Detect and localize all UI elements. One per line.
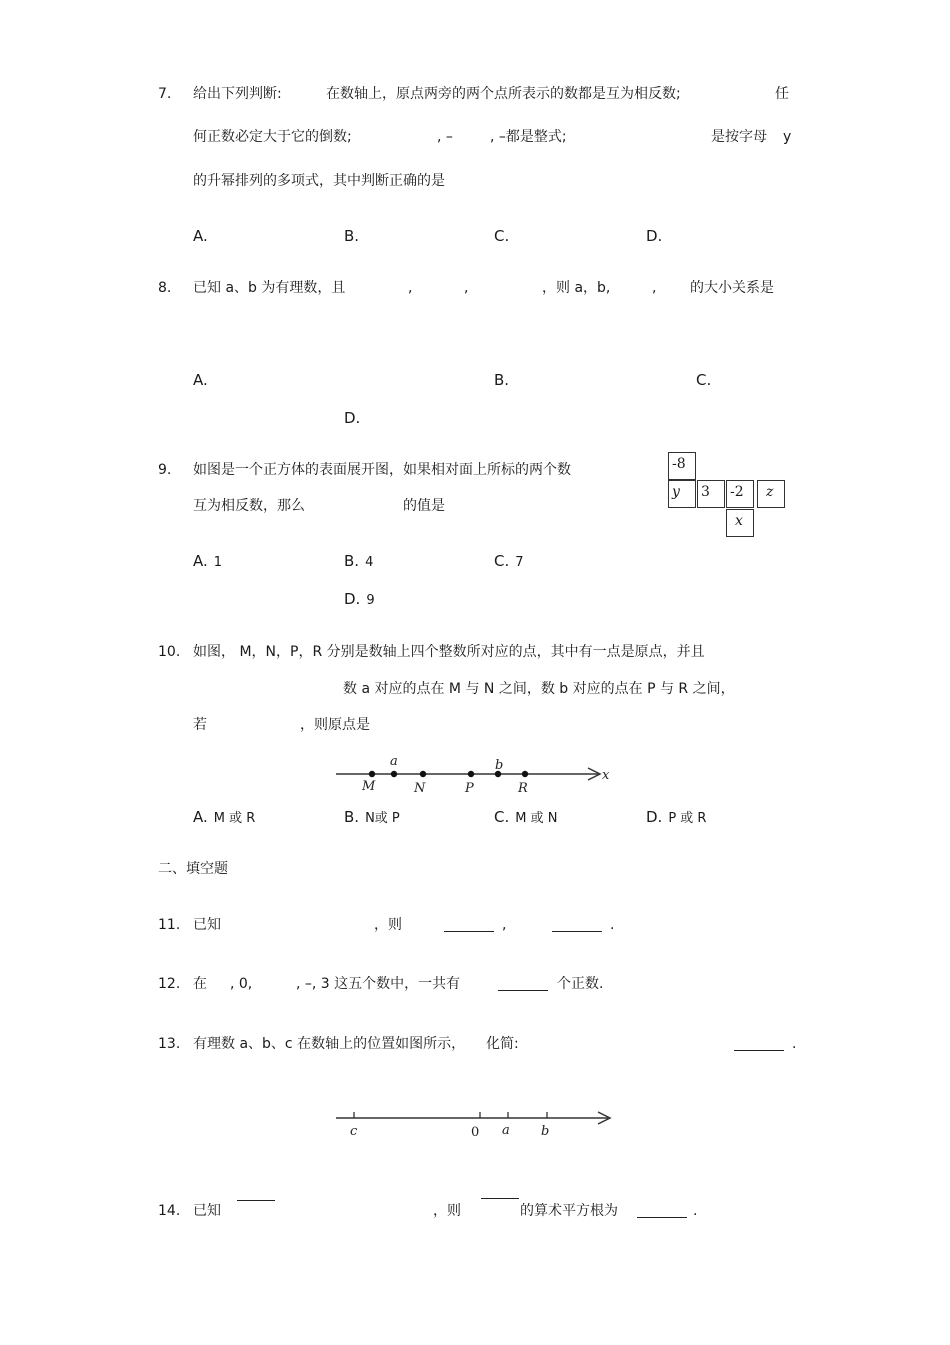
- q14-overline-1: [237, 1200, 275, 1201]
- q8-stem-a: 已知 a、b 为有理数，且: [193, 280, 346, 296]
- q11-answer-blank-1[interactable]: [444, 931, 494, 932]
- q8-comma-1: ,: [408, 280, 413, 296]
- q7-number: 7.: [158, 86, 172, 102]
- q8-number: 8.: [158, 280, 172, 296]
- q12-text-d: 个正数.: [557, 976, 604, 992]
- q14-text-c: 的算术平方根为: [520, 1203, 618, 1219]
- q7-option-a[interactable]: A.: [193, 227, 208, 245]
- point-p: [468, 771, 474, 777]
- q8-option-b[interactable]: B.: [494, 371, 510, 389]
- section-heading-fill-in: 二、填空题: [158, 861, 228, 877]
- q12-text-a: 在: [193, 976, 207, 992]
- point-m: [369, 771, 375, 777]
- q7-option-c[interactable]: C.: [494, 227, 510, 245]
- q7-option-b[interactable]: B.: [344, 227, 360, 245]
- q9-option-a[interactable]: A. 1: [193, 552, 223, 570]
- q14-text-d: .: [693, 1203, 698, 1219]
- q13-text-a: 有理数 a、b、c 在数轴上的位置如图所示，: [193, 1036, 466, 1052]
- q9-option-c[interactable]: C. 7: [494, 552, 524, 570]
- q13-answer-blank[interactable]: [734, 1050, 784, 1051]
- q11-answer-blank-2[interactable]: [552, 931, 602, 932]
- point-r: [522, 771, 528, 777]
- q8-option-c[interactable]: C.: [696, 371, 712, 389]
- q14-text-a: 已知: [193, 1203, 221, 1219]
- q7-option-d[interactable]: D.: [646, 227, 663, 245]
- q12-answer-blank[interactable]: [498, 990, 548, 991]
- q11-text-c: ,: [502, 917, 507, 933]
- q14-number: 14.: [158, 1203, 181, 1219]
- net-cell-y: y: [668, 480, 696, 508]
- q7-statement-3b: , –都是整式;: [490, 129, 567, 145]
- q10-stem-line3b: ，则原点是: [300, 717, 370, 733]
- q14-overline-2: [481, 1198, 519, 1199]
- q7-stem-end: 的升幂排列的多项式，其中判断正确的是: [193, 173, 445, 189]
- q10-option-a[interactable]: A. M 或 R: [193, 808, 256, 826]
- q12-text-b: , 0,: [230, 976, 253, 992]
- label-c: c: [350, 1124, 358, 1139]
- q13-number: 13.: [158, 1036, 181, 1052]
- q12-number: 12.: [158, 976, 181, 992]
- q7-letter-y: y: [783, 129, 792, 145]
- net-cell-z: z: [757, 480, 785, 508]
- net-cell-minus8: -8: [668, 452, 696, 480]
- q13-number-line: [330, 1102, 620, 1144]
- q10-option-c[interactable]: C. M 或 N: [494, 808, 558, 826]
- label-b: b: [541, 1124, 550, 1139]
- point-a: [391, 771, 397, 777]
- q7-line1-end: 任: [775, 86, 789, 102]
- q7-statement-1: 在数轴上，原点两旁的两个点所表示的数都是互为相反数;: [326, 86, 681, 102]
- label-a: a: [502, 1123, 510, 1138]
- q11-number: 11.: [158, 917, 181, 933]
- net-cell-3: 3: [697, 480, 725, 508]
- q10-option-b[interactable]: B. N或 P: [344, 808, 400, 826]
- label-n: N: [414, 781, 426, 796]
- label-x: x: [602, 768, 610, 783]
- q11-text-b: ，则: [374, 917, 402, 933]
- q8-option-d[interactable]: D.: [344, 409, 361, 427]
- label-p: P: [465, 781, 474, 796]
- point-n: [420, 771, 426, 777]
- q9-stem-line2b: 的值是: [403, 498, 445, 514]
- q11-text-d: .: [610, 917, 615, 933]
- label-r: R: [518, 781, 528, 796]
- q11-text-a: 已知: [193, 917, 221, 933]
- q9-stem-line1: 如图是一个正方体的表面展开图，如果相对面上所标的两个数: [193, 462, 571, 478]
- q10-stem-line1: 如图， M，N，P，R 分别是数轴上四个整数所对应的点，其中有一点是原点，并且: [193, 644, 705, 660]
- q8-stem-c: 的大小关系是: [690, 280, 774, 296]
- q10-number: 10.: [158, 644, 181, 660]
- q8-comma-2: ,: [464, 280, 469, 296]
- label-m: M: [362, 779, 376, 794]
- q10-stem-line3a: 若: [193, 717, 207, 733]
- net-cell-minus2: -2: [726, 480, 754, 508]
- q14-text-b: ，则: [433, 1203, 461, 1219]
- net-cell-x: x: [726, 509, 754, 537]
- q8-option-a[interactable]: A.: [193, 371, 208, 389]
- q9-option-d[interactable]: D. 9: [344, 590, 375, 608]
- q8-stem-b: ，则 a，b,: [542, 280, 611, 296]
- q14-answer-blank[interactable]: [637, 1217, 687, 1218]
- q7-statement-3a: , –: [437, 129, 453, 145]
- q9-option-b[interactable]: B. 4: [344, 552, 374, 570]
- q8-comma-3: ,: [652, 280, 657, 296]
- q7-statement-4: 是按字母: [711, 129, 767, 145]
- q10-option-d[interactable]: D. P 或 R: [646, 808, 707, 826]
- label-zero: 0: [471, 1125, 480, 1140]
- q13-text-end: .: [792, 1036, 797, 1052]
- q7-statement-2: 何正数必定大于它的倒数;: [193, 129, 352, 145]
- q9-number: 9.: [158, 462, 172, 478]
- q10-number-line: [330, 752, 620, 800]
- q7-stem-intro: 给出下列判断:: [193, 86, 282, 102]
- q12-text-c: , –, 3 这五个数中，一共有: [296, 976, 461, 992]
- q13-text-b: 化简:: [486, 1036, 519, 1052]
- label-a: a: [390, 754, 398, 769]
- label-b: b: [495, 758, 504, 773]
- q10-stem-line2: 数 a 对应的点在 M 与 N 之间，数 b 对应的点在 P 与 R 之间，: [343, 681, 735, 697]
- q9-stem-line2a: 互为相反数，那么: [193, 498, 305, 514]
